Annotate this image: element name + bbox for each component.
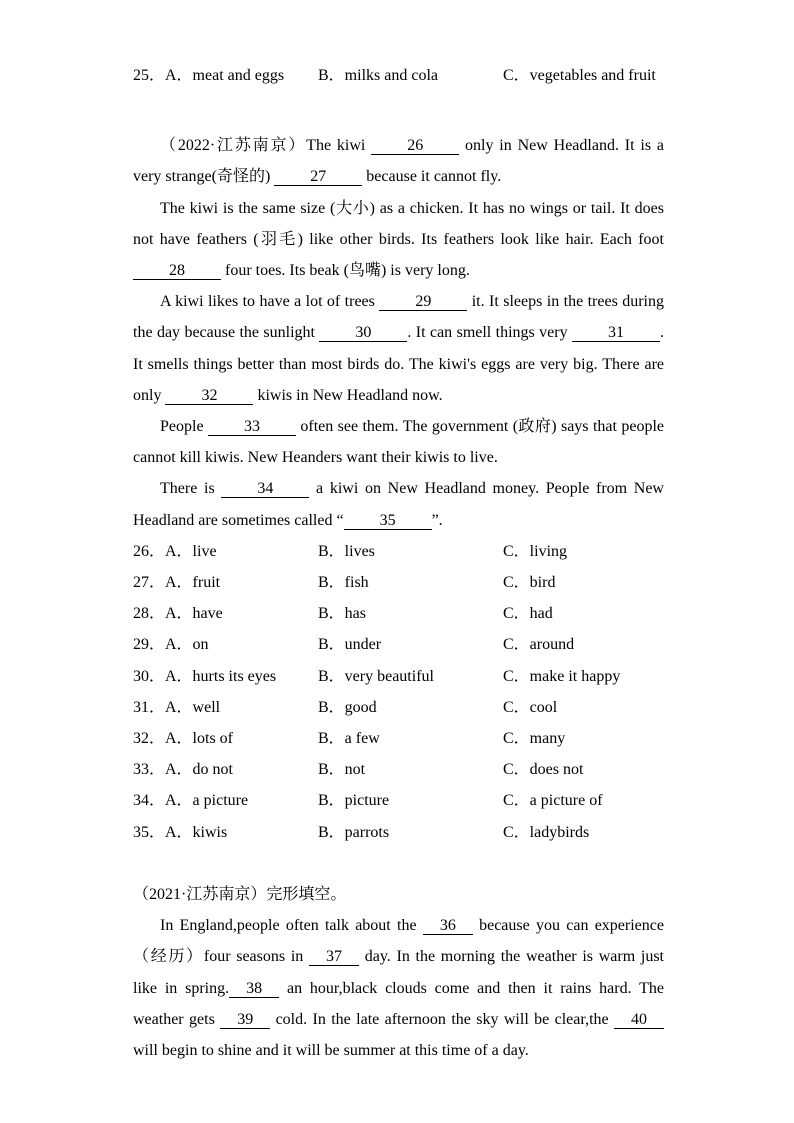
question-33-option-c: C．does not — [503, 761, 584, 779]
question-25-option-c: C．vegetables and fruit — [503, 67, 656, 84]
numbered-blank-26: 26 — [371, 137, 459, 155]
question-27-option-a: 27．A．fruit — [133, 574, 221, 592]
question-row-26 — [133, 536, 664, 567]
numbered-blank-35: 35 — [344, 512, 432, 530]
numbered-blank-29: 29 — [379, 293, 467, 311]
numbered-blank-37: 37 — [309, 948, 359, 966]
question-row-29 — [133, 629, 664, 660]
question-row-33 — [133, 754, 664, 785]
passage-paragraph: The kiwi is the same size (大小) as a chicken. It has no wings or tail. It does not have feathers (羽毛) like other birds. Its feathers look like hair. Each foot 28 four toes. Its beak (鸟嘴) is very long. — [133, 199, 664, 280]
question-26-option-c: C．living — [503, 542, 568, 560]
question-28-option-c: C．had — [503, 605, 553, 623]
question-row-32 — [133, 723, 664, 754]
question-row-34 — [133, 785, 664, 816]
question-25-row — [133, 60, 664, 91]
question-row-28 — [133, 598, 664, 629]
question-row-31 — [133, 692, 664, 723]
question-34-option-b: B．picture — [318, 792, 390, 810]
blank-line-spacer — [133, 848, 664, 879]
questions-26-35 — [133, 536, 664, 848]
question-30-option-a: 30．A．hurts its eyes — [133, 667, 277, 685]
passage-paragraph: People 33 often see them. The government (政府) says that people cannot kill kiwis. New Heanders want their kiwis to live. — [133, 418, 664, 467]
question-row-30 — [133, 661, 664, 692]
question-28-option-b: B．has — [318, 605, 367, 623]
question-33-option-a: 33．A．do not — [133, 761, 234, 779]
numbered-blank-31: 31 — [572, 324, 660, 342]
numbered-blank-27: 27 — [274, 168, 362, 186]
numbered-blank-28: 28 — [133, 262, 221, 280]
question-27-option-b: B．fish — [318, 574, 369, 592]
passage-england-weather — [133, 910, 664, 1066]
question-25-option-b: B．milks and cola — [318, 67, 438, 84]
numbered-blank-30: 30 — [319, 324, 407, 342]
question-26-option-a: 26．A．live — [133, 542, 217, 560]
question-25-option-a: 25．A．meat and eggs — [133, 67, 285, 84]
question-32-option-c: C．many — [503, 730, 566, 748]
question-35-option-c: C．ladybirds — [503, 823, 590, 841]
question-row-25 — [133, 60, 664, 91]
question-row-35 — [133, 817, 664, 848]
numbered-blank-39: 39 — [220, 1011, 270, 1029]
passage-paragraph: There is 34 a kiwi on New Headland money. People from New Headland are sometimes called “ 35 ”. — [133, 480, 664, 529]
question-32-option-b: B．a few — [318, 730, 380, 748]
question-29-option-c: C．around — [503, 636, 575, 654]
question-28-option-a: 28．A．have — [133, 605, 223, 623]
question-32-option-a: 32．A．lots of — [133, 730, 234, 748]
question-35-option-b: B．parrots — [318, 823, 390, 841]
numbered-blank-33: 33 — [208, 418, 296, 436]
passage2-header: （2021·江苏南京）完形填空。 — [133, 886, 347, 904]
passage-paragraph: （2022·江苏南京）The kiwi 26 only in New Headland. It is a very strange(奇怪的) 27 because it cannot fly. — [133, 137, 664, 186]
question-29-option-b: B．under — [318, 636, 382, 654]
question-31-option-b: B．good — [318, 698, 377, 716]
numbered-blank-32: 32 — [165, 387, 253, 405]
question-30-option-c: C．make it happy — [503, 667, 621, 685]
question-row-27 — [133, 567, 664, 598]
question-34-option-c: C．a picture of — [503, 792, 603, 810]
numbered-blank-40: 40 — [614, 1011, 664, 1029]
numbered-blank-34: 34 — [221, 480, 309, 498]
question-31-option-a: 31．A．well — [133, 698, 221, 716]
question-31-option-c: C．cool — [503, 698, 558, 716]
numbered-blank-38: 38 — [229, 980, 279, 998]
question-26-option-b: B．lives — [318, 542, 375, 560]
passage-paragraph: In England,people often talk about the 36 because you can experience（经历）four seasons in 37 day. In the morning the weather is warm just like in spring. 38 an hour,black clouds come and then it rains hard. The weather gets 39 cold. In the late afternoon the sky will be clear,the 40will begin to shine and it will be summer at this time of a day. — [133, 917, 665, 1060]
question-33-option-b: B．not — [318, 761, 366, 779]
question-29-option-a: 29．A．on — [133, 636, 209, 654]
question-27-option-c: C．bird — [503, 574, 556, 592]
question-34-option-a: 34．A．a picture — [133, 792, 249, 810]
numbered-blank-36: 36 — [423, 917, 473, 935]
question-35-option-a: 35．A．kiwis — [133, 823, 228, 841]
passage-paragraph: A kiwi likes to have a lot of trees 29 it. It sleeps in the trees during the day because the sunlight 30 . It can smell things very 31 . It smells things better than most birds do. The kiwi's eggs are very big. There are only 32 kiwis in New Headland now. — [133, 293, 665, 404]
question-30-option-b: B．very beautiful — [318, 667, 434, 685]
passage-kiwi — [133, 130, 664, 536]
